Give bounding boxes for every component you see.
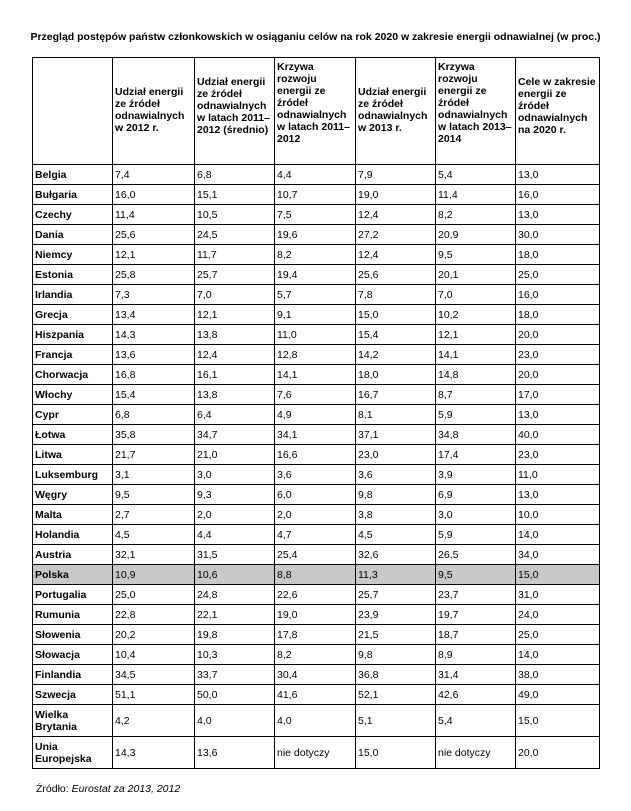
value-cell: 7,4: [113, 165, 195, 185]
value-cell: 9,5: [113, 485, 195, 505]
table-row: [33, 465, 600, 485]
value-cell: 15,1: [195, 185, 275, 205]
value-cell: 16,7: [356, 385, 436, 405]
value-cell: 8,7: [436, 385, 516, 405]
value-cell: 3,1: [113, 465, 195, 485]
value-cell: 16,0: [516, 185, 600, 205]
value-cell: 13,8: [195, 325, 275, 345]
value-cell: 32,1: [113, 545, 195, 565]
value-cell: 12,8: [275, 345, 356, 365]
country-cell: Austria: [33, 545, 113, 565]
value-cell: 15,0: [516, 565, 600, 585]
value-cell: 4,5: [113, 525, 195, 545]
country-cell: Szwecja: [33, 685, 113, 705]
value-cell: 3,9: [436, 465, 516, 485]
value-cell: 11,0: [516, 465, 600, 485]
table-row: [33, 737, 600, 769]
value-cell: 33,7: [195, 665, 275, 685]
table-row: [33, 605, 600, 625]
source-name: Eurostat za 2013, 2012: [71, 783, 181, 795]
value-cell: 7,0: [436, 285, 516, 305]
country-cell: Irlandia: [33, 285, 113, 305]
value-cell: 25,4: [275, 545, 356, 565]
source-label: Źródło:: [36, 783, 72, 795]
value-cell: 6,4: [195, 405, 275, 425]
header-label: Udział energii ze źródeł odnawialnych w 2012 r.: [115, 86, 185, 134]
value-cell: 52,1: [356, 685, 436, 705]
table-row: [33, 385, 600, 405]
value-cell: 22,8: [113, 605, 195, 625]
country-cell: Chorwacja: [33, 365, 113, 385]
table-row: [33, 345, 600, 365]
source-note: [36, 783, 180, 795]
value-cell: 12,1: [436, 325, 516, 345]
value-cell: 34,7: [195, 425, 275, 445]
value-cell: 36,8: [356, 665, 436, 685]
country-cell: Cypr: [33, 405, 113, 425]
value-cell: 30,0: [516, 225, 600, 245]
value-cell: 10,6: [195, 565, 275, 585]
table-row: [33, 585, 600, 605]
value-cell: 5,1: [356, 705, 436, 737]
table-row: [33, 265, 600, 285]
value-cell: 19,6: [275, 225, 356, 245]
value-cell: 17,4: [436, 445, 516, 465]
value-cell: 12,1: [195, 305, 275, 325]
table-row: [33, 645, 600, 665]
value-cell: 17,8: [275, 625, 356, 645]
value-cell: 4,4: [275, 165, 356, 185]
table-row: [33, 205, 600, 225]
value-cell: 3,8: [356, 505, 436, 525]
table-row: [33, 445, 600, 465]
value-cell: 8,2: [275, 245, 356, 265]
value-cell: 20,1: [436, 265, 516, 285]
value-cell: 41,6: [275, 685, 356, 705]
value-cell: 3,0: [436, 505, 516, 525]
value-cell: 51,1: [113, 685, 195, 705]
value-cell: 9,5: [436, 245, 516, 265]
table-row: [33, 225, 600, 245]
header-label: Udział energii ze źródeł odnawialnych w 2013 r.: [358, 86, 428, 134]
table-row: [33, 685, 600, 705]
value-cell: 18,0: [356, 365, 436, 385]
value-cell: 4,0: [275, 705, 356, 737]
table-row: [33, 565, 600, 585]
table-row: [33, 545, 600, 565]
value-cell: 2,0: [275, 505, 356, 525]
value-cell: 18,0: [516, 245, 600, 265]
value-cell: 15,0: [356, 737, 436, 769]
value-cell: 8,2: [275, 645, 356, 665]
value-cell: 31,5: [195, 545, 275, 565]
value-cell: 5,7: [275, 285, 356, 305]
table-row: [33, 365, 600, 385]
value-cell: 9,8: [356, 485, 436, 505]
value-cell: 20,0: [516, 325, 600, 345]
value-cell: 16,0: [113, 185, 195, 205]
value-cell: 19,0: [356, 185, 436, 205]
country-cell: Malta: [33, 505, 113, 525]
value-cell: 21,7: [113, 445, 195, 465]
value-cell: 20,9: [436, 225, 516, 245]
value-cell: 2,0: [195, 505, 275, 525]
value-cell: 18,0: [516, 305, 600, 325]
value-cell: 4,0: [195, 705, 275, 737]
value-cell: 12,4: [195, 345, 275, 365]
header-label: Krzywa rozwoju energii ze źródeł odnawialnych w latach 2013–2014: [438, 61, 512, 145]
value-cell: 13,0: [516, 485, 600, 505]
country-cell: Polska: [33, 565, 113, 585]
value-cell: 30,4: [275, 665, 356, 685]
value-cell: 13,4: [113, 305, 195, 325]
country-cell: Portugalia: [33, 585, 113, 605]
value-cell: 40,0: [516, 425, 600, 445]
country-cell: Francja: [33, 345, 113, 365]
country-cell: Holandia: [33, 525, 113, 545]
table-row: [33, 285, 600, 305]
table-body: [33, 165, 600, 769]
table-row: [33, 325, 600, 345]
value-cell: 24,8: [195, 585, 275, 605]
value-cell: 2,7: [113, 505, 195, 525]
header-cell-country: [33, 58, 113, 165]
table-row: [33, 525, 600, 545]
value-cell: 23,9: [356, 605, 436, 625]
country-cell: Czechy: [33, 205, 113, 225]
value-cell: 23,0: [516, 345, 600, 365]
value-cell: 14,0: [516, 645, 600, 665]
header-cell-target-2020: [516, 58, 600, 165]
value-cell: 8,8: [275, 565, 356, 585]
value-cell: 32,6: [356, 545, 436, 565]
value-cell: 6,8: [195, 165, 275, 185]
value-cell: 14,2: [356, 345, 436, 365]
value-cell: 13,6: [195, 737, 275, 769]
value-cell: 7,3: [113, 285, 195, 305]
value-cell: 11,4: [436, 185, 516, 205]
table-row: [33, 165, 600, 185]
value-cell: 17,0: [516, 385, 600, 405]
country-cell: Łotwa: [33, 425, 113, 445]
value-cell: 24,5: [195, 225, 275, 245]
data-table: [32, 57, 600, 769]
table-row: [33, 425, 600, 445]
country-cell: Belgia: [33, 165, 113, 185]
value-cell: 15,0: [516, 705, 600, 737]
value-cell: 8,1: [356, 405, 436, 425]
value-cell: 25,0: [516, 625, 600, 645]
value-cell: 14,3: [113, 325, 195, 345]
value-cell: 14,1: [436, 345, 516, 365]
value-cell: 34,1: [275, 425, 356, 445]
value-cell: 21,0: [195, 445, 275, 465]
value-cell: 7,9: [356, 165, 436, 185]
value-cell: 25,8: [113, 265, 195, 285]
value-cell: 23,0: [356, 445, 436, 465]
value-cell: 4,4: [195, 525, 275, 545]
value-cell: 25,0: [113, 585, 195, 605]
value-cell: 13,6: [113, 345, 195, 365]
value-cell: 9,5: [436, 565, 516, 585]
header-label: Cele w zakresie energii ze źródeł odnawialnych na 2020 r.: [518, 76, 596, 136]
table-row: [33, 625, 600, 645]
country-cell: Niemcy: [33, 245, 113, 265]
value-cell: 16,1: [195, 365, 275, 385]
value-cell: 7,0: [195, 285, 275, 305]
value-cell: 16,0: [516, 285, 600, 305]
value-cell: 22,6: [275, 585, 356, 605]
value-cell: 10,5: [195, 205, 275, 225]
value-cell: 13,8: [195, 385, 275, 405]
value-cell: 5,4: [436, 705, 516, 737]
value-cell: 10,2: [436, 305, 516, 325]
value-cell: 23,0: [516, 445, 600, 465]
country-cell: Słowenia: [33, 625, 113, 645]
value-cell: 50,0: [195, 685, 275, 705]
country-cell: Hiszpania: [33, 325, 113, 345]
table-row: [33, 665, 600, 685]
value-cell: 3,0: [195, 465, 275, 485]
header-cell-trajectory-2011-2012: [275, 58, 356, 165]
value-cell: 10,3: [195, 645, 275, 665]
country-cell: Estonia: [33, 265, 113, 285]
value-cell: 10,4: [113, 645, 195, 665]
value-cell: 7,6: [275, 385, 356, 405]
value-cell: 25,7: [356, 585, 436, 605]
header-cell-trajectory-2013-2014: [436, 58, 516, 165]
table-row: [33, 505, 600, 525]
header-row: [33, 58, 600, 165]
value-cell: 31,0: [516, 585, 600, 605]
header-cell-share-2013: [356, 58, 436, 165]
value-cell: 14,3: [113, 737, 195, 769]
value-cell: 11,3: [356, 565, 436, 585]
table-title: Przegląd postępów państw członkowskich w osiąganiu celów na rok 2020 w zakresie energii odnawialnej (w proc.): [30, 31, 601, 43]
value-cell: 3,6: [356, 465, 436, 485]
header-cell-share-2012: [113, 58, 195, 165]
table-row: [33, 705, 600, 737]
table-row: [33, 185, 600, 205]
value-cell: 25,0: [516, 265, 600, 285]
value-cell: 8,9: [436, 645, 516, 665]
value-cell: 10,7: [275, 185, 356, 205]
header-label: Krzywa rozwoju energii ze źródeł odnawialnych w latach 2011–2012: [277, 61, 350, 145]
value-cell: 4,5: [356, 525, 436, 545]
country-cell: Słowacja: [33, 645, 113, 665]
country-cell: Rumunia: [33, 605, 113, 625]
value-cell: 4,7: [275, 525, 356, 545]
value-cell: 14,8: [436, 365, 516, 385]
value-cell: 14,0: [516, 525, 600, 545]
value-cell: 19,8: [195, 625, 275, 645]
value-cell: 9,1: [275, 305, 356, 325]
value-cell: 21,5: [356, 625, 436, 645]
country-cell: Dania: [33, 225, 113, 245]
value-cell: 25,7: [195, 265, 275, 285]
value-cell: 20,0: [516, 365, 600, 385]
table-row: [33, 405, 600, 425]
value-cell: 19,4: [275, 265, 356, 285]
value-cell: 22,1: [195, 605, 275, 625]
value-cell: 10,9: [113, 565, 195, 585]
value-cell: 5,4: [436, 165, 516, 185]
value-cell: 6,0: [275, 485, 356, 505]
value-cell: 20,2: [113, 625, 195, 645]
value-cell: 3,6: [275, 465, 356, 485]
value-cell: 11,4: [113, 205, 195, 225]
value-cell: 4,2: [113, 705, 195, 737]
value-cell: 9,3: [195, 485, 275, 505]
value-cell: 13,0: [516, 405, 600, 425]
value-cell: 25,6: [113, 225, 195, 245]
header-label: Udział energii ze źródeł odnawialnych w latach 2011–2012 (średnio): [197, 76, 270, 136]
value-cell: 34,8: [436, 425, 516, 445]
country-cell: Węgry: [33, 485, 113, 505]
value-cell: 16,6: [275, 445, 356, 465]
value-cell: 18,7: [436, 625, 516, 645]
value-cell: 15,4: [356, 325, 436, 345]
value-cell: 12,4: [356, 245, 436, 265]
value-cell: 34,5: [113, 665, 195, 685]
value-cell: 25,6: [356, 265, 436, 285]
value-cell: 31,4: [436, 665, 516, 685]
value-cell: 5,9: [436, 525, 516, 545]
value-cell: 20,0: [516, 737, 600, 769]
table-row: [33, 245, 600, 265]
value-cell: 11,0: [275, 325, 356, 345]
country-cell: Włochy: [33, 385, 113, 405]
value-cell: 23,7: [436, 585, 516, 605]
country-cell: Luksemburg: [33, 465, 113, 485]
value-cell: 26,5: [436, 545, 516, 565]
value-cell: 12,4: [356, 205, 436, 225]
value-cell: 10,0: [516, 505, 600, 525]
value-cell: 15,4: [113, 385, 195, 405]
value-cell: 14,1: [275, 365, 356, 385]
value-cell: 8,2: [436, 205, 516, 225]
table-row: [33, 485, 600, 505]
value-cell: 27,2: [356, 225, 436, 245]
value-cell: 49,0: [516, 685, 600, 705]
value-cell: 38,0: [516, 665, 600, 685]
header-cell-avg-2011-2012: [195, 58, 275, 165]
value-cell: 11,7: [195, 245, 275, 265]
value-cell: 24,0: [516, 605, 600, 625]
country-cell: Wielka Brytania: [33, 705, 113, 737]
value-cell: 6,9: [436, 485, 516, 505]
value-cell: 19,7: [436, 605, 516, 625]
value-cell: 13,0: [516, 205, 600, 225]
value-cell: 4,9: [275, 405, 356, 425]
country-cell: Bułgaria: [33, 185, 113, 205]
value-cell: 19,0: [275, 605, 356, 625]
value-cell: 15,0: [356, 305, 436, 325]
value-cell: 6,8: [113, 405, 195, 425]
value-cell: 13,0: [516, 165, 600, 185]
value-cell: 7,8: [356, 285, 436, 305]
value-cell: 35,8: [113, 425, 195, 445]
value-cell: 7,5: [275, 205, 356, 225]
value-cell: 9,8: [356, 645, 436, 665]
value-cell: 42,6: [436, 685, 516, 705]
value-cell: 12,1: [113, 245, 195, 265]
value-cell: 37,1: [356, 425, 436, 445]
value-cell: nie dotyczy: [275, 737, 356, 769]
country-cell: Finlandia: [33, 665, 113, 685]
value-cell: 34,0: [516, 545, 600, 565]
value-cell: nie dotyczy: [436, 737, 516, 769]
value-cell: 5,9: [436, 405, 516, 425]
value-cell: 16,8: [113, 365, 195, 385]
country-cell: Litwa: [33, 445, 113, 465]
country-cell: Unia Europejska: [33, 737, 113, 769]
table-row: [33, 305, 600, 325]
country-cell: Grecja: [33, 305, 113, 325]
